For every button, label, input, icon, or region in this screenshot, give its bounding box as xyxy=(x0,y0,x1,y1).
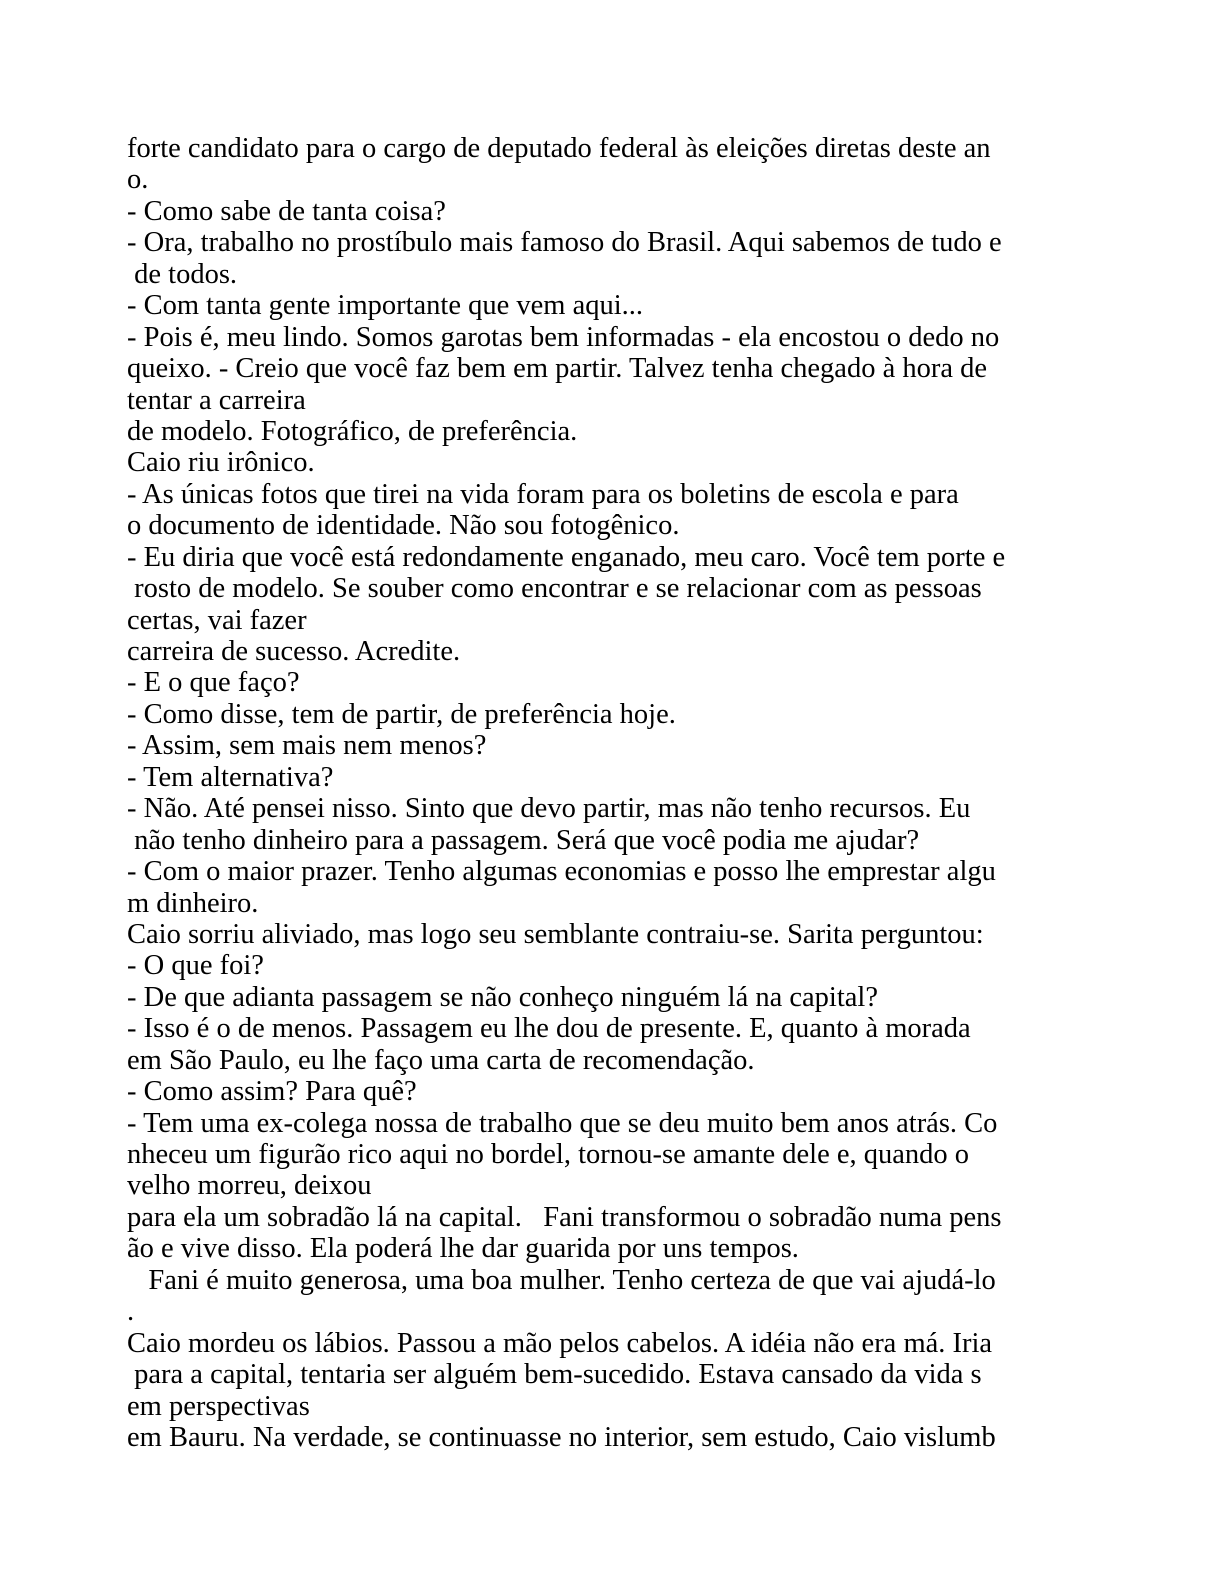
text-line: - Como sabe de tanta coisa? xyxy=(127,195,446,227)
text-line: em perspectivas xyxy=(127,1390,310,1422)
text-line: ão e vive disso. Ela poderá lhe dar guarida por uns tempos. xyxy=(127,1233,799,1265)
text-line: m dinheiro. xyxy=(127,887,259,919)
text-line: não tenho dinheiro para a passagem. Será que você podia me ajudar? xyxy=(127,824,920,856)
text-line: em São Paulo, eu lhe faço uma carta de recomendação. xyxy=(127,1044,755,1076)
text-line: - O que foi? xyxy=(127,950,264,982)
text-line: Caio sorriu aliviado, mas logo seu semblante contraiu-se. Sarita perguntou: xyxy=(127,918,984,950)
text-line: - Como assim? Para quê? xyxy=(127,1076,417,1108)
text-line: - Com o maior prazer. Tenho algumas economias e posso lhe emprestar algu xyxy=(127,856,996,888)
text-line: Caio riu irônico. xyxy=(127,447,315,479)
text-line: certas, vai fazer xyxy=(127,604,307,636)
text-line: - Com tanta gente importante que vem aqui... xyxy=(127,290,644,322)
text-line: - Assim, sem mais nem menos? xyxy=(127,730,487,762)
text-line: nheceu um figurão rico aqui no bordel, tornou-se amante dele e, quando o xyxy=(127,1139,970,1170)
text-line: Fani é muito generosa, uma boa mulher. Tenho certeza de que vai ajudá-lo xyxy=(127,1264,996,1296)
text-line: - Tem alternativa? xyxy=(127,761,334,793)
text-line: queixo. - Creio que você faz bem em partir. Talvez tenha chegado à hora de xyxy=(127,353,988,385)
text-line: Caio mordeu os lábios. Passou a mão pelos cabelos. A idéia não era má. Iria xyxy=(127,1327,993,1359)
text-line: tentar a carreira xyxy=(127,384,306,416)
text-line: - E o que faço? xyxy=(127,667,300,699)
text-line: velho morreu, deixou xyxy=(127,1170,372,1202)
text-line: forte candidato para o cargo de deputado federal às eleições diretas deste an xyxy=(127,133,991,164)
text-line: carreira de sucesso. Acredite. xyxy=(127,636,461,667)
text-line: . xyxy=(127,1296,135,1328)
text-line: - Isso é o de menos. Passagem eu lhe dou de presente. E, quanto à morada xyxy=(127,1013,971,1045)
text-line: de todos. xyxy=(127,258,238,290)
text-line: de modelo. Fotográfico, de preferência. xyxy=(127,415,578,447)
text-line: - Como disse, tem de partir, de preferência hoje. xyxy=(127,698,676,730)
text-line: para ela um sobradão lá na capital. Fani transformou o sobradão numa pens xyxy=(127,1201,1002,1233)
body-text xyxy=(127,133,1127,1453)
text-line: - Tem uma ex-colega nossa de trabalho que se deu muito bem anos atrás. Co xyxy=(127,1107,998,1139)
text-line: - De que adianta passagem se não conheço ninguém lá na capital? xyxy=(127,981,878,1013)
text-line: - Ora, trabalho no prostíbulo mais famoso do Brasil. Aqui sabemos de tudo e xyxy=(127,227,1002,259)
text-line: o. xyxy=(127,164,149,196)
text-line: - As únicas fotos que tirei na vida foram para os boletins de escola e para xyxy=(127,478,959,510)
text-line: em Bauru. Na verdade, se continuasse no interior, sem estudo, Caio vislumb xyxy=(127,1421,996,1453)
text-line: - Eu diria que você está redondamente enganado, meu caro. Você tem porte e xyxy=(127,541,1006,573)
text-line: - Não. Até pensei nisso. Sinto que devo partir, mas não tenho recursos. Eu xyxy=(127,793,971,825)
text-line: o documento de identidade. Não sou fotogênico. xyxy=(127,510,680,542)
text-line: para a capital, tentaria ser alguém bem-sucedido. Estava cansado da vida s xyxy=(127,1359,982,1391)
text-line: - Pois é, meu lindo. Somos garotas bem informadas - ela encostou o dedo no xyxy=(127,321,1000,353)
text-line: rosto de modelo. Se souber como encontrar e se relacionar com as pessoas xyxy=(127,573,982,605)
